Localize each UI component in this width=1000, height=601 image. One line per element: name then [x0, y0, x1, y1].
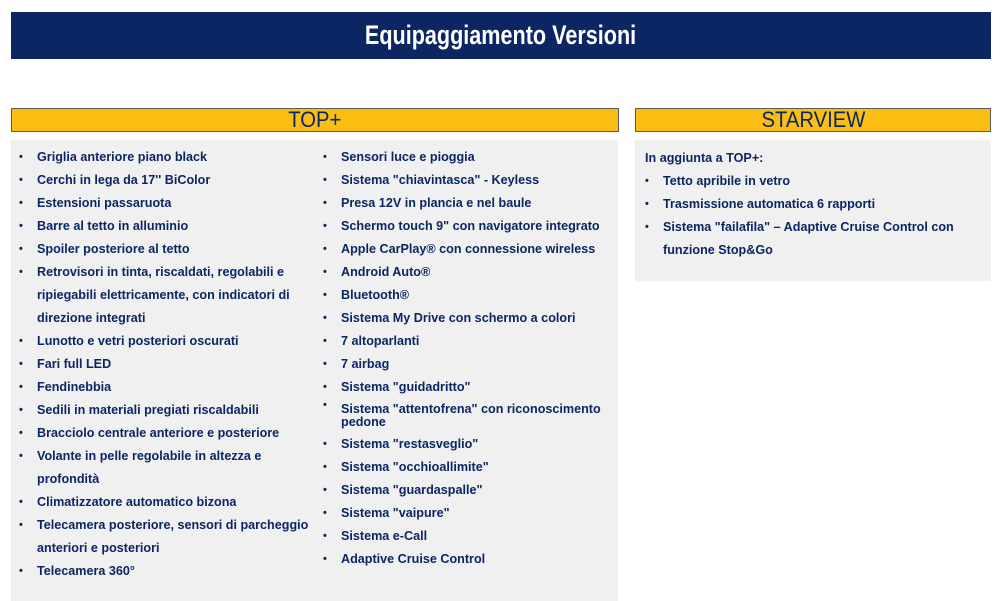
list-item: • Telecamera 360°	[19, 560, 309, 583]
top-plus-right-list	[323, 146, 613, 571]
list-item: • Schermo touch 9" con navigatore integrato	[323, 215, 613, 238]
list-item: • Adaptive Cruise Control	[323, 548, 613, 571]
list-item: • Apple CarPlay® con connessione wireless	[323, 238, 613, 261]
list-item: • Sensori luce e pioggia	[323, 146, 613, 169]
list-item: • Bluetooth®	[323, 284, 613, 307]
starview-list	[645, 170, 965, 262]
list-item: • Bracciolo centrale anteriore e posteriore	[19, 422, 309, 445]
starview-header-label: STARVIEW	[761, 107, 865, 132]
list-item: • Sistema "chiavintasca" - Keyless	[323, 169, 613, 192]
list-item: • 7 altoparlanti	[323, 330, 613, 353]
list-item: • Fari full LED	[19, 353, 309, 376]
starview-panel	[635, 140, 991, 281]
top-plus-left-list	[19, 146, 309, 583]
list-item: • Spoiler posteriore al tetto	[19, 238, 309, 261]
list-item: • Sistema "occhioallimite"	[323, 456, 613, 479]
title-bar	[11, 12, 991, 59]
list-item: • Sistema "vaipure"	[323, 502, 613, 525]
list-item: • Telecamera posteriore, sensori di parcheggio anteriori e posteriori	[19, 514, 309, 560]
list-item: • Sistema My Drive con schermo a colori	[323, 307, 613, 330]
list-item: • Trasmissione automatica 6 rapporti	[645, 193, 965, 216]
list-item: • Sistema "failafila" – Adaptive Cruise Control con funzione Stop&Go	[645, 216, 965, 262]
list-item: • Sistema e-Call	[323, 525, 613, 548]
list-item: • Sedili in materiali pregiati riscaldabili	[19, 399, 309, 422]
list-item: • Sistema "restasveglio"	[323, 433, 613, 456]
list-item: • Fendinebbia	[19, 376, 309, 399]
list-item: • Android Auto®	[323, 261, 613, 284]
list-item: • Retrovisori in tinta, riscaldati, regolabili e ripiegabili elettricamente, con indicatori di direzione integrati	[19, 261, 309, 330]
top-plus-header	[11, 108, 619, 132]
top-plus-header-label: TOP+	[288, 107, 342, 132]
list-item: • Lunotto e vetri posteriori oscurati	[19, 330, 309, 353]
list-item: • 7 airbag	[323, 353, 613, 376]
list-item: • Sistema "guidadritto"	[323, 376, 613, 399]
starview-header	[635, 108, 991, 132]
list-item: • Sistema "guardaspalle"	[323, 479, 613, 502]
list-item: • Cerchi in lega da 17'' BiColor	[19, 169, 309, 192]
list-item: • Climatizzatore automatico bizona	[19, 491, 309, 514]
list-item: • Sistema "attentofrena" con riconoscimento pedone	[323, 399, 613, 433]
page-title: Equipaggiamento Versioni	[365, 20, 637, 50]
list-item: • Griglia anteriore piano black	[19, 146, 309, 169]
list-item: • Presa 12V in plancia e nel baule	[323, 192, 613, 215]
list-item: • Volante in pelle regolabile in altezza e profondità	[19, 445, 309, 491]
list-item: • Tetto apribile in vetro	[645, 170, 965, 193]
list-item: • Estensioni passaruota	[19, 192, 309, 215]
top-plus-panel	[11, 140, 618, 601]
starview-intro: In aggiunta a TOP+:	[645, 151, 764, 165]
list-item: • Barre al tetto in alluminio	[19, 215, 309, 238]
